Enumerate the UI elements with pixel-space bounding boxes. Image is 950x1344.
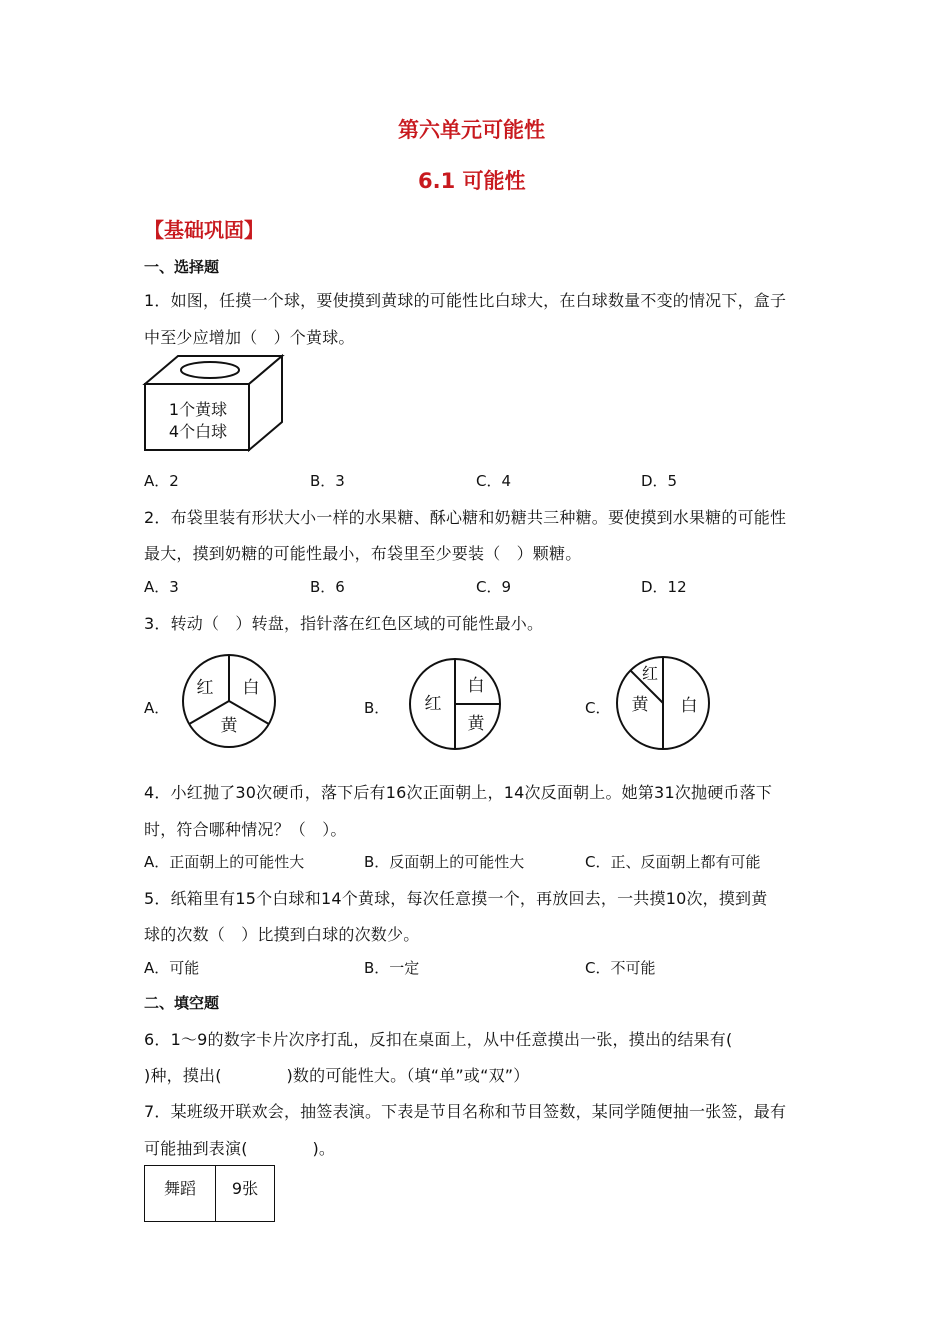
q2-option-a[interactable]: A．3 [144, 578, 179, 596]
q4-option-a[interactable]: A．正面朝上的可能性大 [144, 853, 305, 871]
q1-option-d[interactable]: D．5 [641, 472, 678, 490]
q1-box-line2: 4个白球 [168, 422, 228, 441]
spinner-a-red-label: 红 [196, 678, 214, 698]
part1-heading: 一、选择题 [144, 258, 220, 276]
q1-text-line1: 1．如图，任摸一个球，要使摸到黄球的可能性比白球大，在白球数量不变的情况下，盒子 [144, 291, 787, 310]
q4-text-line2: 时，符合哪种情况？（ ）。 [144, 820, 347, 839]
spinner-a-yellow-label: 黄 [220, 716, 238, 736]
q4-option-c[interactable]: C．正、反面朝上都有可能 [585, 853, 761, 871]
spinner-b-white-label: 白 [467, 676, 485, 696]
q2-option-b[interactable]: B．6 [310, 578, 345, 596]
spinner-b-red-label: 红 [424, 694, 442, 714]
spinner-c-white-label: 白 [680, 696, 698, 716]
q1-box-line1: 1个黄球 [168, 400, 228, 419]
section-heading: 【基础巩固】 [144, 218, 264, 242]
spinner-c-yellow-label: 黄 [631, 695, 649, 715]
q1-option-c[interactable]: C．4 [476, 472, 512, 490]
page-title: 第六单元可能性 [398, 118, 545, 142]
q1-option-a[interactable]: A．2 [144, 472, 179, 490]
q7-text-line2: 可能抽到表演( )。 [144, 1139, 336, 1158]
q5-option-c[interactable]: C．不可能 [585, 959, 656, 977]
q6-text-line1: 6．1～9的数字卡片次序打乱，反扣在桌面上，从中任意摸出一张，摸出的结果有( [144, 1030, 733, 1049]
q5-text-line1: 5．纸箱里有15个白球和14个黄球，每次任意摸一个，再放回去，一共摸10次，摸到黄 [144, 889, 768, 908]
q4-text-line1: 4．小红抛了30次硬币，落下后有16次正面朝上，14次反面朝上。她第31次抛硬币落下 [144, 783, 773, 802]
q2-text-line2: 最大，摸到奶糖的可能性最小，布袋里至少要装（ ）颗糖。 [144, 544, 582, 563]
page-subtitle: 6.1 可能性 [418, 169, 526, 193]
q3-spinner-c [614, 654, 712, 752]
part2-heading: 二、填空题 [144, 994, 220, 1012]
q3-option-b-label[interactable]: B． [364, 699, 390, 717]
q2-text-line1: 2．布袋里装有形状大小一样的水果糖、酥心糖和奶糖共三种糖。要使摸到水果糖的可能性 [144, 508, 787, 527]
q3-option-a-label[interactable]: A． [144, 699, 170, 717]
table-row [145, 1166, 275, 1222]
q7-table [144, 1165, 275, 1222]
q4-option-b[interactable]: B．反面朝上的可能性大 [364, 853, 525, 871]
spinner-a-white-label: 白 [242, 678, 260, 698]
q1-box-figure [140, 352, 290, 456]
q3-option-c-label[interactable]: C． [585, 699, 611, 717]
q2-option-d[interactable]: D．12 [641, 578, 687, 596]
spinner-c-red-label: 红 [641, 664, 659, 683]
q5-option-b[interactable]: B．一定 [364, 959, 420, 977]
q1-option-b[interactable]: B．3 [310, 472, 345, 490]
spinner-b-yellow-label: 黄 [467, 714, 485, 734]
q5-option-a[interactable]: A．可能 [144, 959, 200, 977]
table-cell-program: 舞蹈 [145, 1166, 216, 1222]
q3-text-line1: 3．转动（ ）转盘，指针落在红色区域的可能性最小。 [144, 614, 544, 633]
q5-text-line2: 球的次数（ ）比摸到白球的次数少。 [144, 925, 420, 944]
q1-text-line2: 中至少应增加（ ）个黄球。 [144, 328, 355, 347]
q6-text-line2: )种，摸出( )数的可能性大。（填“单”或“双”） [144, 1066, 530, 1085]
q3-spinner-a [180, 652, 278, 750]
table-cell-count: 9张 [216, 1166, 275, 1222]
q2-option-c[interactable]: C．9 [476, 578, 512, 596]
q3-spinner-b [407, 656, 503, 752]
q7-text-line1: 7．某班级开联欢会，抽签表演。下表是节目名称和节目签数，某同学随便抽一张签，最有 [144, 1102, 787, 1121]
